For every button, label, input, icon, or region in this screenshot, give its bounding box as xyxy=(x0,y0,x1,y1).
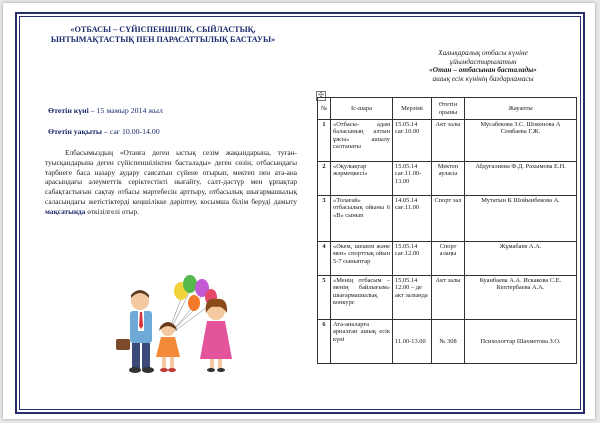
intro-tail: өткізілгелі отыр. xyxy=(85,206,139,216)
header-no: № xyxy=(318,98,331,120)
table-row xyxy=(318,320,577,364)
cell-date: 11.00-13.00 xyxy=(393,320,432,364)
cell-no: 2 xyxy=(318,162,331,196)
schedule-table xyxy=(317,97,577,364)
cell-date: 15.05.14 сағ.12.00 xyxy=(393,242,432,276)
table-row xyxy=(318,196,577,242)
header-responsible: Жауапты xyxy=(465,98,577,120)
cell-responsible: Психологтар Шахметова З.О. xyxy=(465,320,577,364)
balloon xyxy=(188,295,200,311)
table-row xyxy=(318,242,577,276)
header-date: Мерзімі xyxy=(393,98,432,120)
cell-place: № 308 xyxy=(432,320,465,364)
cell-place: Акт залы xyxy=(432,120,465,162)
subtitle-line-2: ұйымдастырылатын xyxy=(449,56,517,66)
subtitle-line-1: Халықаралық отбасы күніне xyxy=(438,48,528,57)
cell-place: Акт залы xyxy=(432,276,465,320)
cell-no: 3 xyxy=(318,196,331,242)
cell-date: 15.05.14 сағ.10.00 xyxy=(393,120,432,162)
cell-place: Мектеп ауласы xyxy=(432,162,465,196)
cell-date: 15.05.14 12.00 – де акт залында xyxy=(393,276,432,320)
subtitle-line-4: ашық есік күнінің бағдарламасы xyxy=(432,73,534,83)
cell-place: Спорт алаңы xyxy=(432,242,465,276)
family-illustration xyxy=(98,271,248,376)
cell-no: 5 xyxy=(318,276,331,320)
balloon xyxy=(183,275,197,293)
cell-no: 1 xyxy=(318,120,331,162)
subtitle-line-3: «Отан – отбасынан басталады» xyxy=(429,65,537,75)
mother-figure xyxy=(200,299,232,372)
event-date xyxy=(48,106,163,115)
cell-responsible: Мусабекова З.С. Шокенова А Сембаева Г.Ж. xyxy=(465,120,577,162)
cell-event: «Менің отбасым – менің байлығым» шығармашылық конкурс xyxy=(331,276,393,320)
intro-bold-word: мақсатында xyxy=(45,206,86,216)
cell-event: «Отбасы- адам баласының алтын ұясы» ашылу салтанаты xyxy=(331,120,393,162)
event-time-value: – сағ 10.00-14.00 xyxy=(101,127,160,136)
table-header-row xyxy=(318,98,577,120)
cell-responsible: Жұмабаев А.А. xyxy=(465,242,577,276)
table-move-handle-icon[interactable]: ✣ xyxy=(316,91,326,101)
table-row xyxy=(318,120,577,162)
cell-date: 14.05.14 сағ.11.00 xyxy=(393,196,432,242)
cell-no: 6 xyxy=(318,320,331,364)
event-time xyxy=(48,127,160,136)
cell-place: Спорт зал xyxy=(432,196,465,242)
cell-event: «Оқулықтар жәрмеңкесі» xyxy=(331,162,393,196)
cell-event: «Толағай» отбасылық ойыны 6 «В» сынып xyxy=(331,196,393,242)
program-subtitle xyxy=(388,49,578,83)
father-figure xyxy=(116,290,154,373)
cell-responsible: Куанбаева А.А. Искакова С.Е. Кептербаева А.А. xyxy=(465,276,577,320)
event-time-label: Өтетін уақыты xyxy=(48,127,102,136)
cell-event: «Әкем, шешем және мен» спорттық ойын 5-7 сыныптар xyxy=(331,242,393,276)
document-page xyxy=(3,3,595,419)
header-event: Іс-шара xyxy=(331,98,393,120)
document-title: «ОТБАСЫ – СҮЙІСПЕНШІЛІК, СЫЙЛАСТЫҚ, ЫНТЫМАҚТАСТЫҚ ПЕН ПАРАСАТТЫЛЫҚ БАСТАУЫ» xyxy=(50,25,276,44)
event-date-label: Өтетін күні xyxy=(48,106,89,115)
cell-date: 15.05.14 сағ.11.00-13.00 xyxy=(393,162,432,196)
cell-responsible: Абдуғалиева Ф.Д. Рахымова Е.Н. xyxy=(465,162,577,196)
intro-paragraph xyxy=(45,148,297,217)
table-row xyxy=(318,276,577,320)
cell-no: 4 xyxy=(318,242,331,276)
header-place: Өтетін орыны xyxy=(432,98,465,120)
cell-responsible: Мутатын К Шойынбекова А. xyxy=(465,196,577,242)
event-date-value: – 15 мамыр 2014 жыл xyxy=(88,106,163,115)
intro-text: Елбасымыздың «Отанға деген ыстық сезім жақындарына, туған- туысқандарына деген сүйіспеншіліктен басталады» деген сөзін, отбасындағы тәрбиеге баса назару аудару саясатын сүйене отырып, мектеп пен ата-ана арасындағы әлеуметтік серіктестікті нығайту, салт-дәстүр мен ұрпақтар сабақтастығын сақтау отбасы мәртебесін арттыру, отбасылық шығармашылық саласындағы жетістіктерді кеңшілікке дәріптеу, косымша білім беруді дамыту xyxy=(45,148,297,206)
girl-figure xyxy=(156,322,180,372)
cell-event: Ата-аналарға арналған ашық есік күні xyxy=(331,320,393,364)
table-row xyxy=(318,162,577,196)
